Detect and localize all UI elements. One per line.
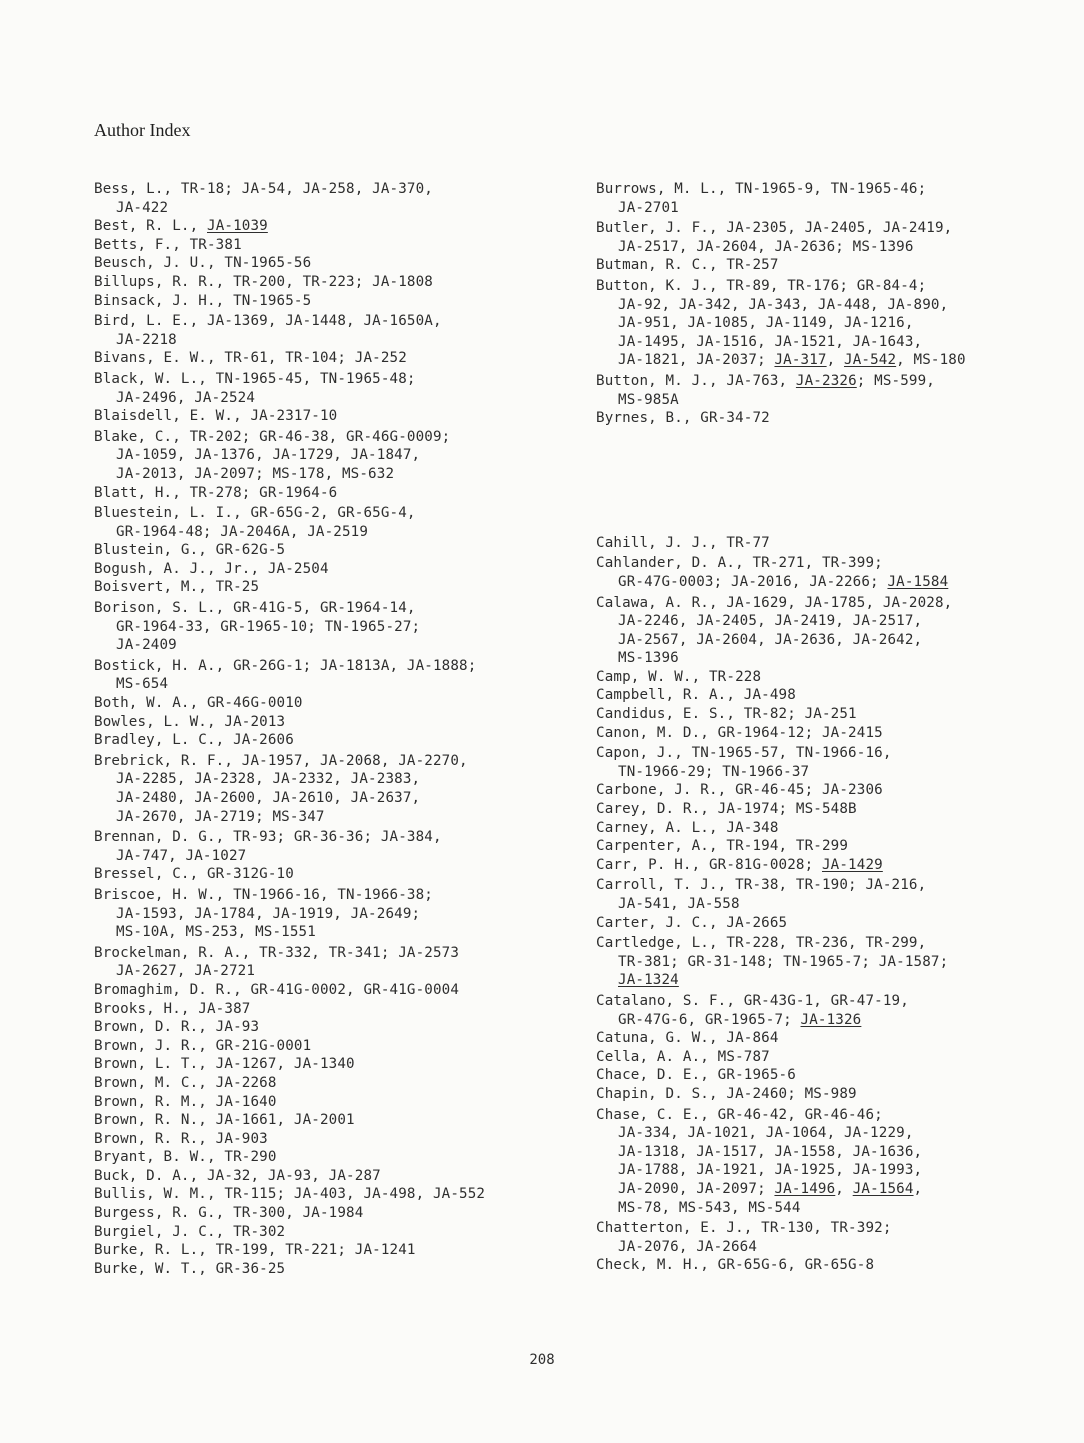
entry-line: Brown, M. C., JA-2268 (94, 1074, 277, 1091)
entry-line: Black, W. L., TN-1965-45, TN-1965-48; (94, 370, 416, 387)
index-entry (596, 781, 1076, 800)
entry-continuation-line: TN-1966-29; TN-1966-37 (618, 763, 810, 780)
entry-line: Brebrick, R. F., JA-1957, JA-2068, JA-2270, (94, 752, 468, 769)
entry-line: Carney, A. L., JA-348 (596, 819, 779, 836)
index-entry (94, 1204, 574, 1223)
entry-line: Button, K. J., TR-89, TR-176; GR-84-4; (596, 277, 927, 294)
entry-line: Calawa, A. R., JA-1629, JA-1785, JA-2028, (596, 594, 953, 611)
entry-continuation-line: JA-1324 (618, 972, 679, 989)
entry-line: Capon, J., TN-1965-57, TN-1966-16, (596, 745, 892, 762)
entry-line: Blaisdell, E. W., JA-2317-10 (94, 408, 338, 425)
index-entry (94, 886, 574, 942)
index-entry (94, 504, 574, 541)
entry-line: Best, R. L., JA-1039 (94, 218, 268, 235)
entry-line: Butler, J. F., JA-2305, JA-2405, JA-2419, (596, 220, 953, 237)
entry-line: Billups, R. R., TR-200, TR-223; JA-1808 (94, 273, 433, 290)
index-entry (596, 856, 1076, 875)
entry-continuation-line: GR-47G-6, GR-1965-7; JA-1326 (618, 1011, 862, 1028)
index-entry (94, 1167, 574, 1186)
entry-line: Chapin, D. S., JA-2460; MS-989 (596, 1085, 857, 1102)
entry-continuation-line: JA-2701 (618, 199, 679, 216)
entry-line: Brown, R. M., JA-1640 (94, 1093, 277, 1110)
page-number: 208 (529, 1352, 555, 1368)
entry-line: Canon, M. D., GR-1964-12; JA-2415 (596, 724, 883, 741)
entry-continuation-line: JA-2013, JA-2097; MS-178, MS-632 (116, 465, 395, 482)
entry-line: Bivans, E. W., TR-61, TR-104; JA-252 (94, 350, 407, 367)
index-entry (94, 1018, 574, 1037)
index-entry (596, 705, 1076, 724)
entry-line: Blake, C., TR-202; GR-46-38, GR-46G-0009; (94, 428, 451, 445)
index-entry (94, 407, 574, 426)
entry-line: Campbell, R. A., JA-498 (596, 687, 796, 704)
index-entry (94, 1223, 574, 1242)
entry-continuation-line: JA-2567, JA-2604, JA-2636, JA-2642, (618, 631, 923, 648)
entry-line: Brown, J. R., GR-21G-0001 (94, 1037, 312, 1054)
entry-line: Butman, R. C., TR-257 (596, 257, 779, 274)
index-entry (94, 560, 574, 579)
entry-continuation-line: MS-78, MS-543, MS-544 (618, 1199, 801, 1216)
entry-line: Burke, R. L., TR-199, TR-221; JA-1241 (94, 1242, 416, 1259)
entry-line: Binsack, J. H., TN-1965-5 (94, 292, 312, 309)
index-entry (94, 312, 574, 349)
entry-line: Burke, W. T., GR-36-25 (94, 1260, 286, 1277)
entry-line: Bostick, H. A., GR-26G-1; JA-1813A, JA-1888; (94, 657, 477, 674)
entry-line: Bess, L., TR-18; JA-54, JA-258, JA-370, (94, 181, 433, 197)
entry-continuation-line: JA-92, JA-342, JA-343, JA-448, JA-890, (618, 296, 949, 313)
entry-line: Borison, S. L., GR-41G-5, GR-1964-14, (94, 600, 416, 617)
index-entry (94, 731, 574, 750)
entry-line: Carr, P. H., GR-81G-0028; JA-1429 (596, 856, 883, 873)
index-entry (596, 219, 1076, 256)
index-entry (94, 292, 574, 311)
entry-line: Burgess, R. G., TR-300, JA-1984 (94, 1205, 364, 1222)
index-entry (596, 554, 1076, 591)
index-column-left (94, 178, 574, 1278)
index-entry (94, 1260, 574, 1279)
entry-continuation-line: MS-1396 (618, 650, 679, 667)
entry-continuation-line: JA-747, JA-1027 (116, 847, 247, 864)
index-entry (596, 686, 1076, 705)
index-entry (94, 428, 574, 484)
index-entry (596, 409, 1076, 428)
index-entry (94, 599, 574, 655)
index-entry (94, 541, 574, 560)
index-entry (596, 914, 1076, 933)
entry-line: Bullis, W. M., TR-115; JA-403, JA-498, JA-552 (94, 1186, 486, 1203)
entry-line: Cella, A. A., MS-787 (596, 1048, 770, 1065)
index-column-right (596, 178, 1076, 1275)
entry-line: Burgiel, J. C., TR-302 (94, 1223, 286, 1240)
entry-line: Blustein, G., GR-62G-5 (94, 542, 286, 559)
index-entry (596, 819, 1076, 838)
index-entry (596, 1256, 1076, 1275)
index-entry (596, 837, 1076, 856)
index-entry (94, 236, 574, 255)
entry-line: Cahill, J. J., TR-77 (596, 534, 770, 551)
entry-continuation-line: JA-951, JA-1085, JA-1149, JA-1216, (618, 315, 914, 332)
entry-continuation-line: JA-2517, JA-2604, JA-2636; MS-1396 (618, 238, 914, 255)
entry-line: Cahlander, D. A., TR-271, TR-399; (596, 555, 883, 572)
entry-line: Bogush, A. J., Jr., JA-2504 (94, 560, 329, 577)
index-entry (94, 694, 574, 713)
entry-continuation-line: JA-2285, JA-2328, JA-2332, JA-2383, (116, 771, 421, 788)
entry-line: Carbone, J. R., GR-46-45; JA-2306 (596, 782, 883, 799)
index-entry (94, 1074, 574, 1093)
index-entry (596, 277, 1076, 370)
entry-continuation-line: TR-381; GR-31-148; TN-1965-7; JA-1587; (618, 953, 949, 970)
index-entry (94, 1093, 574, 1112)
entry-continuation-line: JA-2409 (116, 637, 177, 654)
index-entry (94, 1037, 574, 1056)
entry-line: Carpenter, A., TR-194, TR-299 (596, 838, 849, 855)
entry-continuation-line: JA-1593, JA-1784, JA-1919, JA-2649; (116, 905, 421, 922)
entry-line: Boisvert, M., TR-25 (94, 579, 260, 596)
entry-line: Bluestein, L. I., GR-65G-2, GR-65G-4, (94, 505, 416, 522)
index-entry (596, 534, 1076, 553)
entry-line: Betts, F., TR-381 (94, 236, 242, 253)
index-entry (94, 273, 574, 292)
entry-line: Burrows, M. L., TN-1965-9, TN-1965-46; (596, 181, 927, 197)
index-entry (94, 1148, 574, 1167)
page-title: Author Index (94, 120, 191, 140)
entry-line: Candidus, E. S., TR-82; JA-251 (596, 706, 857, 723)
section-gap (596, 428, 1076, 534)
index-entry (94, 1111, 574, 1130)
index-entry (596, 180, 1076, 217)
entry-continuation-line: MS-985A (618, 391, 679, 408)
entry-line: Button, M. J., JA-763, JA-2326; MS-599, (596, 372, 935, 389)
entry-line: Cartledge, L., TR-228, TR-236, TR-299, (596, 935, 927, 952)
entry-continuation-line: GR-1964-48; JA-2046A, JA-2519 (116, 523, 369, 540)
index-entry (596, 668, 1076, 687)
entry-continuation-line: JA-2218 (116, 331, 177, 348)
entry-line: Brown, R. N., JA-1661, JA-2001 (94, 1112, 355, 1129)
entry-line: Catuna, G. W., JA-864 (596, 1030, 779, 1047)
index-entry (94, 254, 574, 273)
entry-line: Carey, D. R., JA-1974; MS-548B (596, 801, 857, 818)
entry-line: Brockelman, R. A., TR-332, TR-341; JA-2573 (94, 944, 460, 961)
entry-continuation-line: JA-2076, JA-2664 (618, 1238, 758, 1255)
entry-line: Bowles, L. W., JA-2013 (94, 713, 286, 730)
index-entry (596, 876, 1076, 913)
entry-line: Blatt, H., TR-278; GR-1964-6 (94, 484, 338, 501)
index-entry (94, 752, 574, 826)
index-entry (596, 1066, 1076, 1085)
index-entry (94, 1130, 574, 1149)
index-entry (94, 484, 574, 503)
index-entry (94, 713, 574, 732)
entry-continuation-line: JA-2627, JA-2721 (116, 963, 256, 980)
index-entry (596, 1219, 1076, 1256)
index-entry (94, 865, 574, 884)
index-entry (596, 1085, 1076, 1104)
index-entry (596, 1048, 1076, 1067)
entry-line: Beusch, J. U., TN-1965-56 (94, 255, 312, 272)
entry-line: Carroll, T. J., TR-38, TR-190; JA-216, (596, 877, 927, 894)
entry-continuation-line: JA-2480, JA-2600, JA-2610, JA-2637, (116, 790, 421, 806)
entry-line: Bressel, C., GR-312G-10 (94, 866, 294, 883)
entry-line: Camp, W. W., TR-228 (596, 668, 762, 685)
index-entry (94, 1055, 574, 1074)
entry-continuation-line: JA-2670, JA-2719; MS-347 (116, 808, 325, 825)
index-entry (596, 744, 1076, 781)
entry-continuation-line: JA-422 (116, 199, 169, 216)
index-entry (596, 594, 1076, 668)
entry-line: Bradley, L. C., JA-2606 (94, 732, 294, 749)
entry-continuation-line: JA-2496, JA-2524 (116, 389, 256, 406)
entry-line: Briscoe, H. W., TN-1966-16, TN-1966-38; (94, 886, 433, 903)
index-entry (596, 256, 1076, 275)
entry-continuation-line: MS-654 (116, 676, 169, 693)
entry-line: Brown, L. T., JA-1267, JA-1340 (94, 1056, 355, 1073)
index-entry (94, 1000, 574, 1019)
entry-line: Both, W. A., GR-46G-0010 (94, 695, 303, 712)
entry-line: Byrnes, B., GR-34-72 (596, 410, 770, 427)
index-entry (596, 1106, 1076, 1218)
index-entry (94, 981, 574, 1000)
entry-continuation-line: JA-1059, JA-1376, JA-1729, JA-1847, (116, 447, 421, 464)
entry-continuation-line: JA-1788, JA-1921, JA-1925, JA-1993, (618, 1162, 923, 1179)
entry-continuation-line: GR-1964-33, GR-1965-10; TN-1965-27; (116, 618, 421, 635)
entry-line: Brown, R. R., JA-903 (94, 1130, 268, 1147)
entry-continuation-line: JA-334, JA-1021, JA-1064, JA-1229, (618, 1125, 914, 1142)
index-entry (596, 372, 1076, 409)
entry-line: Catalano, S. F., GR-43G-1, GR-47-19, (596, 992, 909, 1009)
entry-line: Chace, D. E., GR-1965-6 (596, 1067, 796, 1084)
entry-continuation-line: JA-1821, JA-2037; JA-317, JA-542, MS-180 (618, 352, 966, 369)
entry-continuation-line: JA-2090, JA-2097; JA-1496, JA-1564, (618, 1180, 923, 1197)
entry-line: Buck, D. A., JA-32, JA-93, JA-287 (94, 1167, 381, 1184)
entry-line: Brennan, D. G., TR-93; GR-36-36; JA-384, (94, 829, 442, 846)
index-entry (94, 370, 574, 407)
entry-continuation-line: JA-541, JA-558 (618, 896, 740, 912)
entry-line: Check, M. H., GR-65G-6, GR-65G-8 (596, 1257, 875, 1274)
entry-continuation-line: JA-1318, JA-1517, JA-1558, JA-1636, (618, 1143, 923, 1160)
index-entry (94, 828, 574, 865)
entry-continuation-line: JA-1495, JA-1516, JA-1521, JA-1643, (618, 333, 923, 350)
entry-line: Bromaghim, D. R., GR-41G-0002, GR-41G-0004 (94, 981, 460, 998)
index-entry (94, 944, 574, 981)
index-entry (94, 578, 574, 597)
index-entry (94, 217, 574, 236)
index-entry (94, 180, 574, 217)
entry-line: Bird, L. E., JA-1369, JA-1448, JA-1650A, (94, 313, 442, 330)
entry-line: Brown, D. R., JA-93 (94, 1019, 260, 1036)
index-entry (94, 657, 574, 694)
index-entry (596, 934, 1076, 990)
index-entry (596, 992, 1076, 1029)
entry-continuation-line: JA-2246, JA-2405, JA-2419, JA-2517, (618, 613, 923, 630)
entry-continuation-line: MS-10A, MS-253, MS-1551 (116, 924, 316, 941)
entry-line: Chase, C. E., GR-46-42, GR-46-46; (596, 1106, 883, 1123)
entry-line: Bryant, B. W., TR-290 (94, 1149, 277, 1166)
index-entry (94, 349, 574, 368)
index-entry (94, 1185, 574, 1204)
entry-line: Carter, J. C., JA-2665 (596, 914, 788, 931)
index-entry (596, 800, 1076, 819)
entry-line: Chatterton, E. J., TR-130, TR-392; (596, 1220, 892, 1237)
index-entry (94, 1241, 574, 1260)
entry-line: Brooks, H., JA-387 (94, 1000, 251, 1017)
index-entry (596, 1029, 1076, 1048)
entry-continuation-line: GR-47G-0003; JA-2016, JA-2266; JA-1584 (618, 573, 949, 590)
index-entry (596, 724, 1076, 743)
